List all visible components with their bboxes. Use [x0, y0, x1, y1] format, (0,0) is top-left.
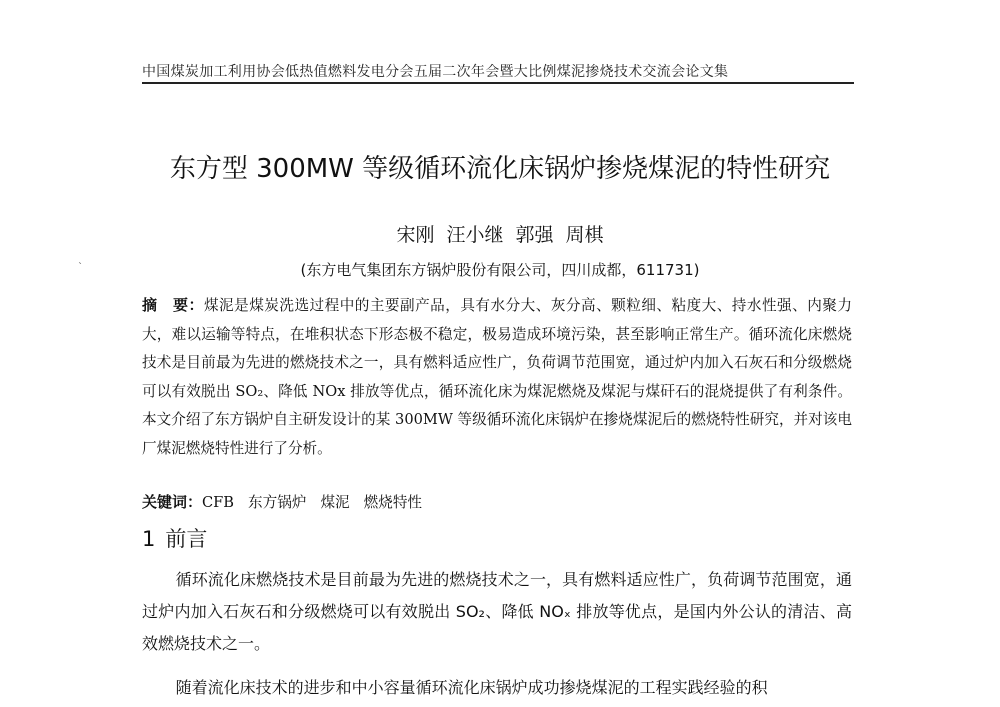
abstract-text: 煤泥是煤炭洗选过程中的主要副产品，具有水分大、灰分高、颗粒细、粘度大、持水性强、内聚力大，难以运输等特点，在堆积状态下形态极不稳定，极易造成环境污染，甚至影响正常生产。循环流化床燃烧技术是目前最为先进的燃烧技术之一，具有燃料适应性广，负荷调节范围宽，通过炉内加入石灰石和分级燃烧可以有效脱出 SO₂、降低 NOx 排放等优点，循环流化床为煤泥燃烧及煤泥与煤矸石的混烧提供了有利条件。本文介绍了东方锅炉自主研发设计的某 300MW 等级循环流化床锅炉在掺烧煤泥后的燃烧特性研究，并对该电厂煤泥燃烧特性进行了分析。	[142, 297, 852, 457]
paper-title: 东方型 300MW 等级循环流化床锅炉掺烧煤泥的特性研究	[169, 154, 831, 184]
body-paragraph: 随着流化床技术的进步和中小容量循环流化床锅炉成功掺烧煤泥的工程实践经验的积	[175, 678, 768, 697]
body-paragraph: 循环流化床燃烧技术是目前最为先进的燃烧技术之一，具有燃料适应性广，负荷调节范围宽，通过炉内加入石灰石和分级燃烧可以有效脱出 SO₂、降低 NOₓ 排放等优点，是国内外公认的清洁、高效燃烧技术之一。	[142, 570, 852, 653]
abstract-label: 摘 要：	[142, 296, 204, 314]
keyword: 东方锅炉	[248, 494, 307, 511]
section-number: 1	[142, 527, 156, 551]
section-heading	[142, 523, 207, 553]
keyword: 煤泥	[320, 494, 350, 511]
keywords	[142, 491, 852, 512]
keyword: 燃烧特性	[363, 494, 423, 511]
author-list: 宋刚 汪小继 郭强 周棋	[396, 224, 604, 246]
running-header: 中国煤炭加工利用协会低热值燃料发电分会五届二次年会暨大比例煤泥掺烧技术交流会论文集	[142, 64, 729, 80]
affiliation: (东方电气集团东方锅炉股份有限公司，四川成都，611731)	[300, 261, 700, 279]
keywords-label: 关键词：	[142, 493, 203, 511]
section-title: 前言	[165, 527, 208, 551]
keyword: CFB	[202, 494, 235, 511]
stray-mark: `	[78, 262, 83, 273]
abstract	[142, 291, 852, 463]
header-rule	[142, 82, 854, 84]
